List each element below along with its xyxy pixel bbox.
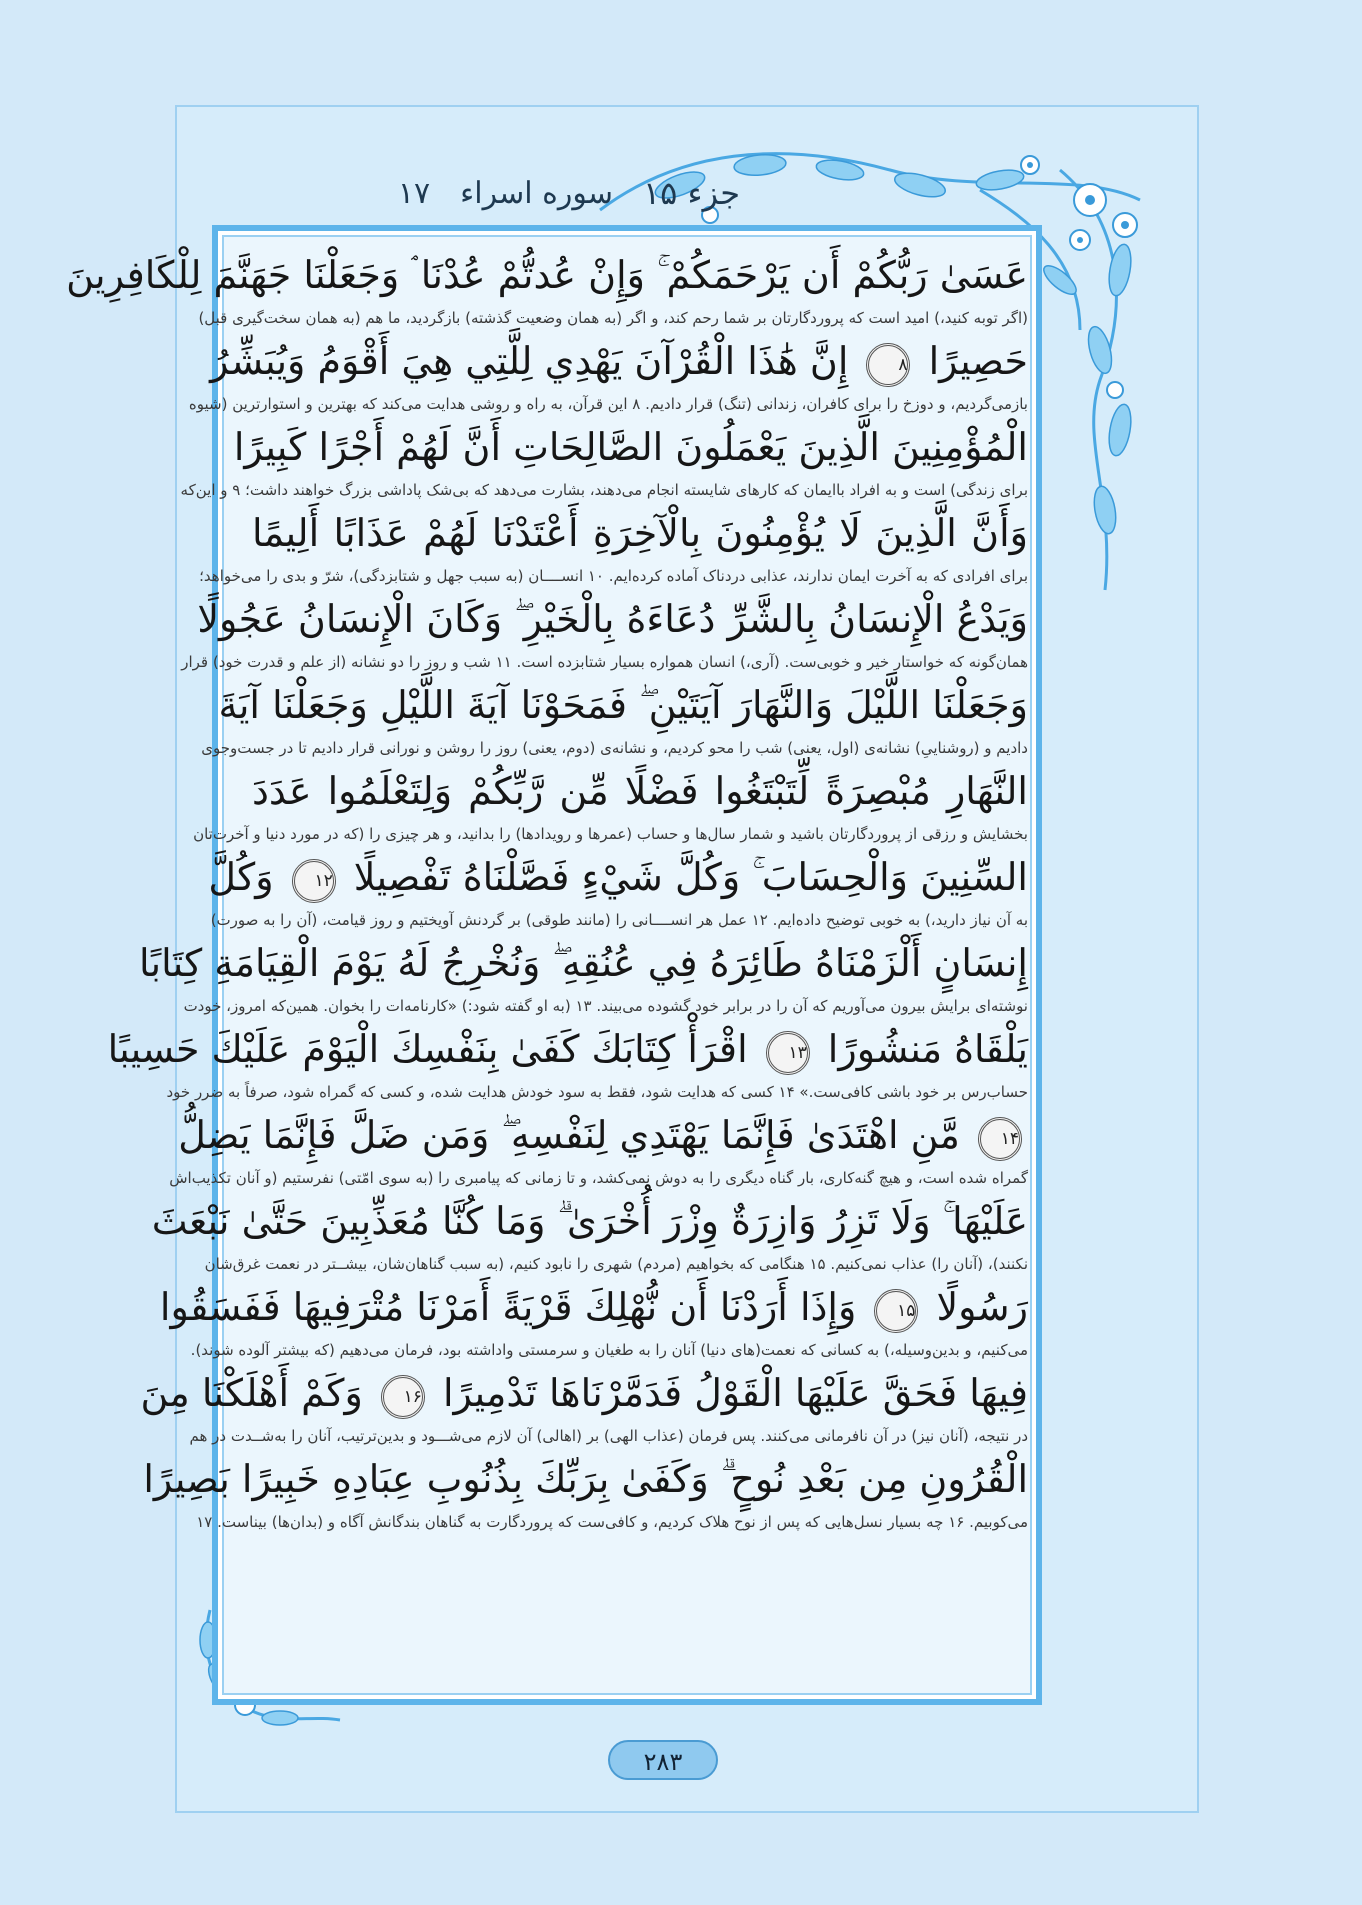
verse-line: [199, 503, 1028, 589]
translation-text: در نتیجه، (آنان نیز) در آن نافرمانی می‌کنند. پس فرمان (عذاب الهی) بر (اهالی) آن لازم می‌شـــود و بدین‌ترتیب، آنان را به‌شــدت در هم: [189, 1427, 1028, 1445]
translation-text: گمراه شده است، و هیچ گنه‌کاری، بار گناه دیگری را به دوش نمی‌کشد، و تا زمانی که پیامبری را (به سوی امّتی) نفرستیم (و آنان تکذیب‌اش: [169, 1169, 1028, 1187]
translation-text: بخشایش و رزقی از پروردگارتان باشید و شمار سال‌ها و حساب (عمرها و رویدادها) را بدانید، و هر چیزی را (که در مورد دنیا و آخرت‌تان: [193, 825, 1028, 843]
arabic-text: النَّهَارِ مُبْصِرَةً لِّتَبْتَغُوا فَضْلًا مِّن رَّبِّكُمْ وَلِتَعْلَمُوا عَدَدَ: [252, 769, 1028, 813]
ayah-marker-icon: ۱۲: [292, 859, 336, 903]
arabic-text: وَيَدْعُ الْإِنسَانُ بِالشَّرِّ دُعَاءَهُ بِالْخَيْرِ ۖ وَكَانَ الْإِنسَانُ عَجُولًا: [197, 597, 1028, 641]
verse-line: [66, 245, 1028, 331]
verse-line: [169, 1105, 1028, 1191]
arabic-text: عَسَىٰ رَبُّكُمْ أَن يَرْحَمَكُمْ ۚ وَإِنْ عُدتُّمْ عُدْنَا ۘ وَجَعَلْنَا جَهَنَّمَ لِلْكَافِرِينَ: [66, 253, 1028, 297]
translation-text: نکنند)، (آنان را) عذاب نمی‌کنیم. ۱۵ هنگامی که بخواهیم (مردم) شهری را نابود کنیم، (به سبب گناهان‌شان، بیشــتر در نعمت غرق‌شان: [204, 1255, 1028, 1273]
arabic-text: يَلْقَاهُ مَنشُورًا ۱۳ اقْرَأْ كِتَابَكَ كَفَىٰ بِنَفْسِكَ الْيَوْمَ عَلَيْكَ حَسِيبًا: [252, 1019, 1028, 1079]
ayah-marker-icon: ۸: [866, 343, 910, 387]
arabic-text: السِّنِينَ وَالْحِسَابَ ۚ وَكُلَّ شَيْءٍ فَصَّلْنَاهُ تَفْصِيلًا ۱۲ وَكُلَّ: [252, 847, 1028, 907]
verse-line: [107, 1019, 1028, 1105]
translation-text: می‌کوبیم. ۱۶ چه بسیار نسل‌هایی که پس از نوح هلاک کردیم، و کافی‌ست که پروردگارت به گناهان بندگانش آگاه و (بدان‌ها) بیناست. ۱۷: [196, 1513, 1028, 1531]
translation-text: می‌کنیم، و بدین‌وسیله،) به کسانی که نعمت(های دنیا) آنان را به طغیان و سرمستی واداشته بود، فرمان می‌دهیم (که بیشتر آلوده شوند).: [190, 1341, 1028, 1359]
page-number: ۲۸۳: [608, 1740, 718, 1780]
verse-line: [188, 331, 1028, 417]
translation-text: برای زندگی) است و به افراد باایمان که کارهای شایسته انجام می‌دهند، بشارت می‌دهد که بی‌شک پاداشی بزرگ خواهند داشت؛ ۹ و این‌که: [180, 481, 1028, 499]
verse-line: [151, 1191, 1028, 1277]
translation-text: (اگر توبه کنید،) امید است که پروردگارتان بر شما رحم کند، و اگر (به همان وضعیت گذشته) بازگردید، ما هم (به همان سخت‌گیری قبل): [198, 309, 1028, 327]
ayah-marker-icon: ۱۳: [766, 1031, 810, 1075]
verse-line: [208, 847, 1028, 933]
arabic-text: الْمُؤْمِنِينَ الَّذِينَ يَعْمَلُونَ الصَّالِحَاتِ أَنَّ لَهُمْ أَجْرًا كَبِيرًا: [233, 425, 1028, 469]
arabic-text: ۱۴ مَّنِ اهْتَدَىٰ فَإِنَّمَا يَهْتَدِي لِنَفْسِهِ ۖ وَمَن ضَلَّ فَإِنَّمَا يَضِلُّ: [252, 1105, 1028, 1165]
surah-name: سوره اسراء: [460, 175, 613, 211]
verse-line: [159, 1277, 1028, 1363]
verse-line: [138, 933, 1028, 1019]
arabic-text: فِيهَا فَحَقَّ عَلَيْهَا الْقَوْلُ فَدَمَّرْنَاهَا تَدْمِيرًا ۱۶ وَكَمْ أَهْلَكْنَا مِنَ: [252, 1363, 1028, 1423]
ayah-marker-icon: ۱۶: [381, 1375, 425, 1419]
translation-text: بازمی‌گردیم، و دوزخ را برای کافران، زندانی (تنگ) قرار دادیم. ۸ این قرآن، به راه و روشی هدایت می‌کند که بهترین و استوارترین (شیوه: [188, 395, 1028, 413]
arabic-text: حَصِيرًا ۸ إِنَّ هَٰذَا الْقُرْآنَ يَهْدِي لِلَّتِي هِيَ أَقْوَمُ وَيُبَشِّرُ: [252, 331, 1028, 391]
verse-line: [143, 1449, 1028, 1535]
verse-line: [140, 1363, 1028, 1449]
verse-line: [201, 675, 1028, 761]
translation-text: نوشته‌ای برایش بیرون می‌آوریم که آن را در برابر خود گشوده می‌بیند. ۱۳ (به او گفته شود:) «کارنامه‌ات را بخوان. همین‌که امروز، خودت: [183, 997, 1028, 1015]
ayah-marker-icon: ۱۴: [978, 1117, 1022, 1161]
juz-label: جزء ۱۵: [642, 174, 740, 212]
translation-text: دادیم و (روشناییِ) نشانه‌ی (اول، یعنی) شب را محو کردیم، و نشانه‌ی (دوم، یعنی) روز را روشن و نورانی قرار دادیم تا در جست‌وجوی: [201, 739, 1028, 757]
translation-text: به آن نیاز دارید،) به خوبی توضیح داده‌ایم. ۱۲ عمل هر انســــانی را (مانند طوقی) بر گردنش آویختیم و روز قیامت، (آن را به صورت): [210, 911, 1028, 929]
arabic-text: عَلَيْهَا ۚ وَلَا تَزِرُ وَازِرَةٌ وِزْرَ أُخْرَىٰ ۗ وَمَا كُنَّا مُعَذِّبِينَ حَتَّىٰ نَبْعَثَ: [151, 1199, 1028, 1243]
ayah-marker-icon: ۱۵: [874, 1289, 918, 1333]
surah-number: ۱۷: [397, 175, 431, 211]
page-header: [350, 168, 740, 218]
translation-text: همان‌گونه که خواستار خیر و خوبی‌ست. (آری،) انسان همواره بسیار شتابزده است. ۱۱ شب و روز را دو نشانه (از علم و قدرت خود) قرار: [181, 653, 1028, 671]
arabic-text: إِنسَانٍ أَلْزَمْنَاهُ طَائِرَهُ فِي عُنُقِهِ ۖ وَنُخْرِجُ لَهُ يَوْمَ الْقِيَامَةِ كِتَابًا: [138, 941, 1028, 985]
arabic-text: الْقُرُونِ مِن بَعْدِ نُوحٍ ۗ وَكَفَىٰ بِرَبِّكَ بِذُنُوبِ عِبَادِهِ خَبِيرًا بَصِيرًا: [143, 1457, 1028, 1501]
arabic-text: وَأَنَّ الَّذِينَ لَا يُؤْمِنُونَ بِالْآخِرَةِ أَعْتَدْنَا لَهُمْ عَذَابًا أَلِيمًا: [252, 511, 1028, 555]
translation-text: برای افرادی که به آخرت ایمان ندارند، عذابی دردناک آماده کرده‌ایم. ۱۰ انســــان (به سبب جهل و شتابزدگی)، شرّ و بدی را می‌خواهد؛: [199, 567, 1028, 585]
arabic-text: وَجَعَلْنَا اللَّيْلَ وَالنَّهَارَ آيَتَيْنِ ۖ فَمَحَوْنَا آيَةَ اللَّيْلِ وَجَعَلْنَا آيَةَ: [218, 683, 1028, 727]
translation-text: حساب‌رس بر خود باشی کافی‌ست.» ۱۴ کسی که هدایت شود، فقط به سود خودش هدایت شده، و کسی که گمراه شود، صرفاً به ضرر خود: [166, 1083, 1028, 1101]
verse-line: [180, 417, 1028, 503]
verse-line: [193, 761, 1028, 847]
arabic-text: رَسُولًا ۱۵ وَإِذَا أَرَدْنَا أَن نُّهْلِكَ قَرْيَةً أَمَرْنَا مُتْرَفِيهَا فَفَسَقُوا: [252, 1277, 1028, 1337]
verse-line: [181, 589, 1028, 675]
